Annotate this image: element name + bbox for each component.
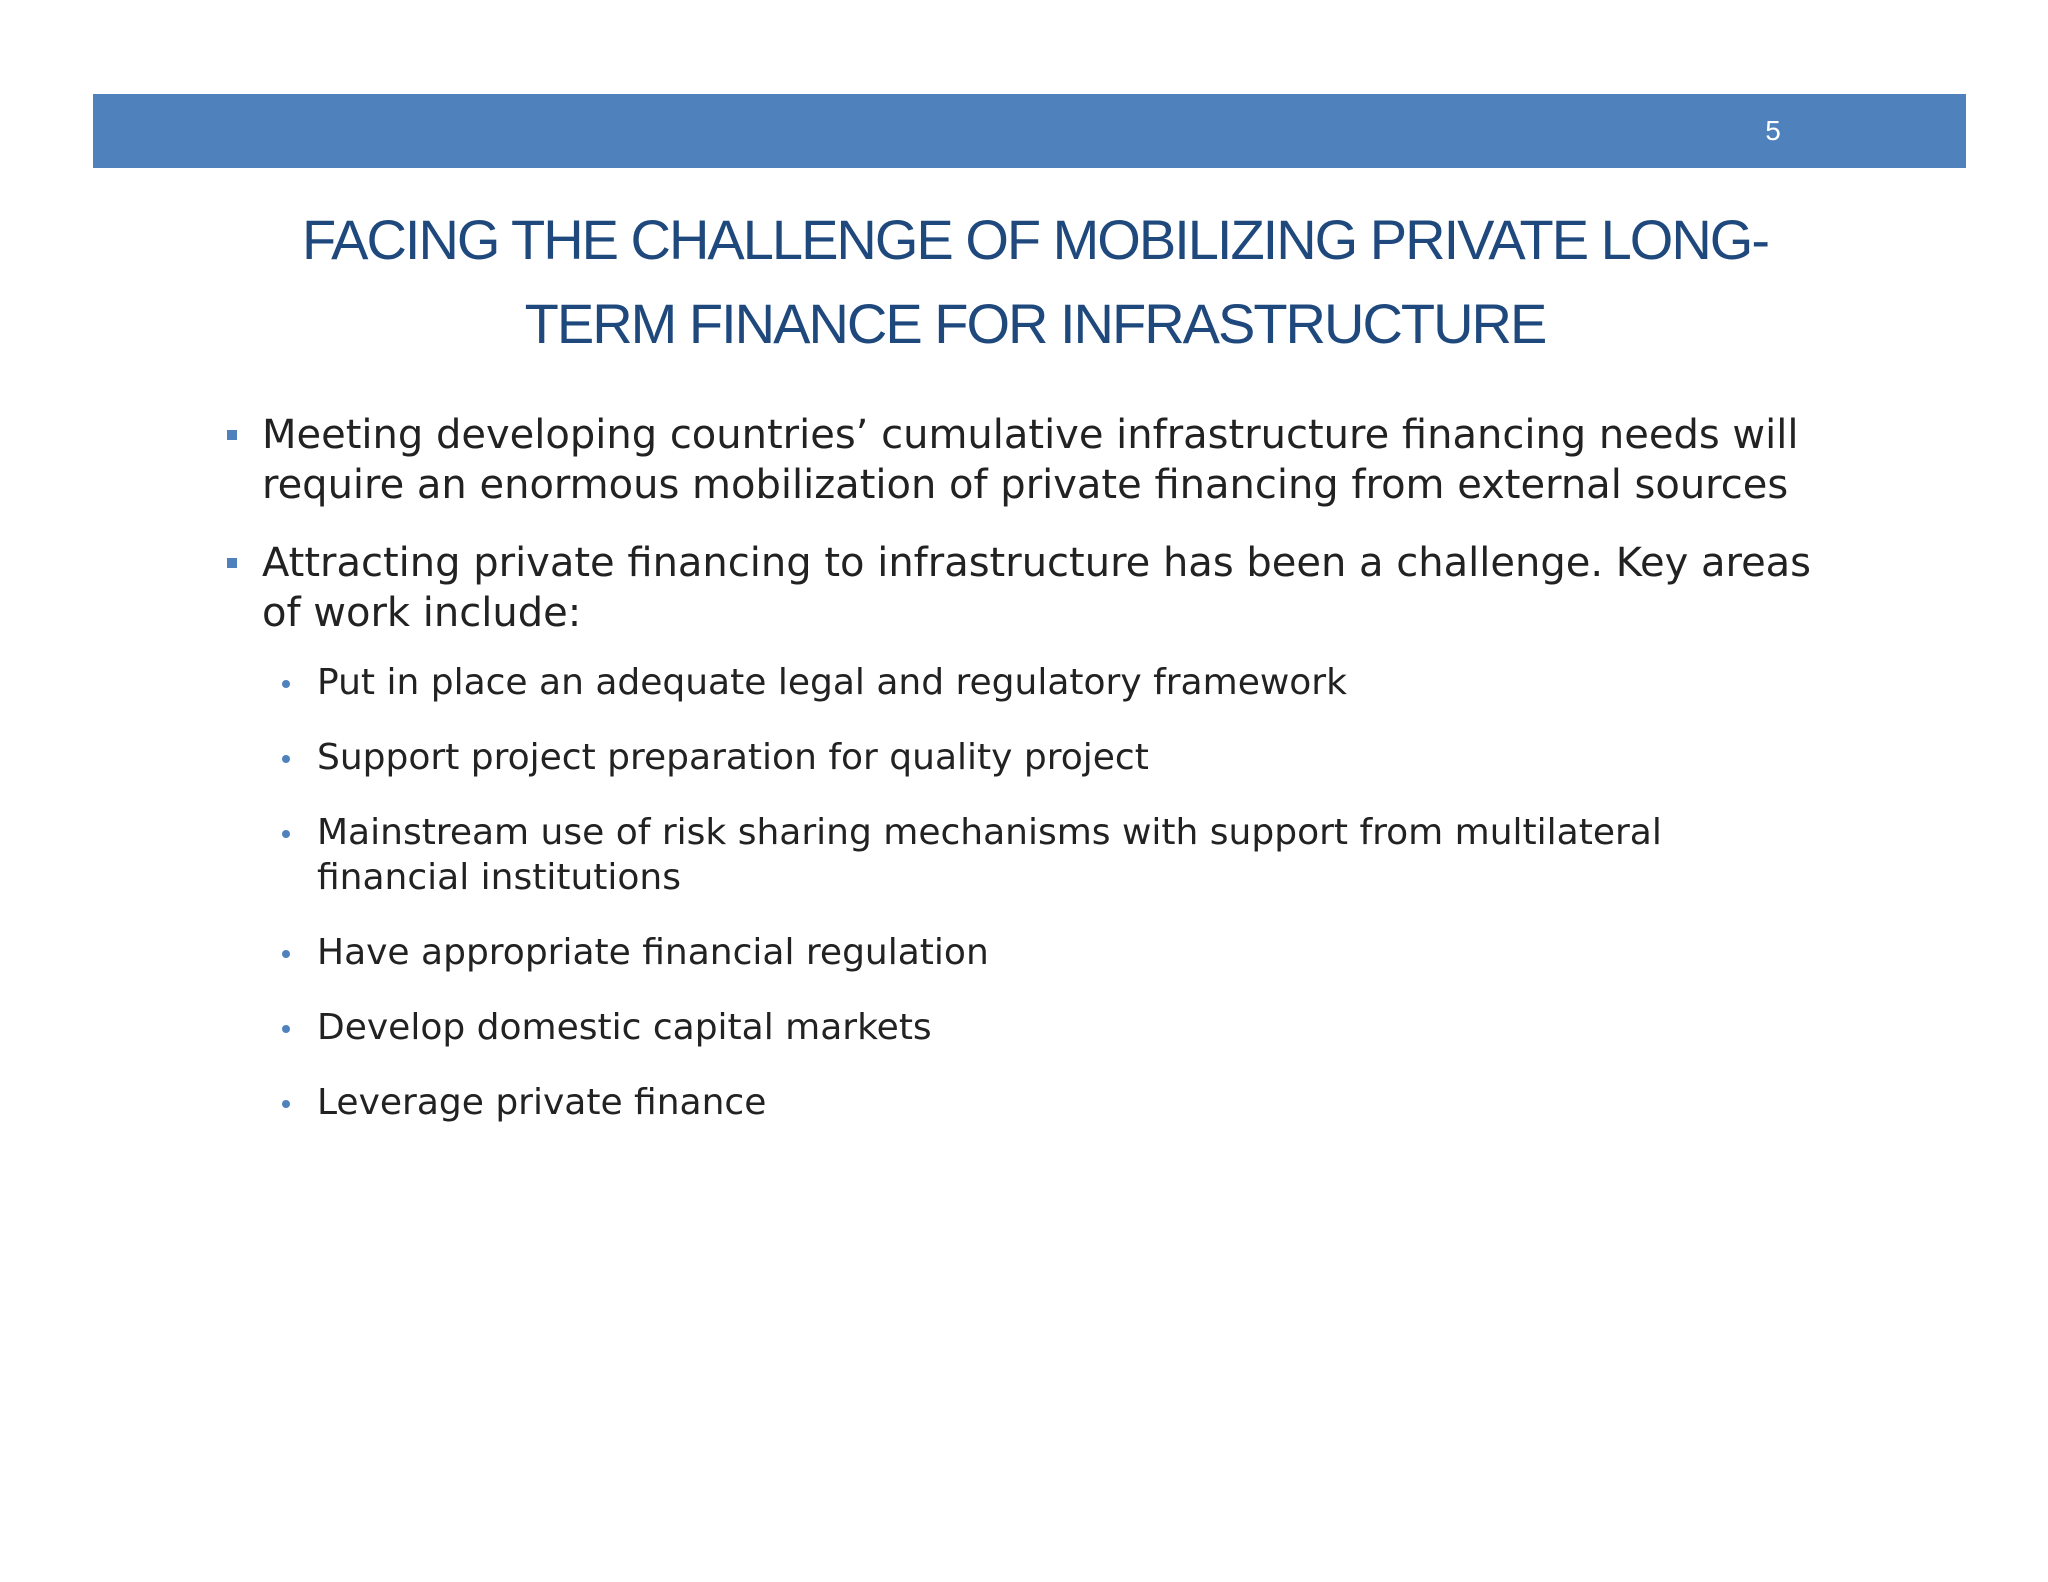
dot-bullet-icon: [282, 950, 290, 958]
slide-title: [200, 198, 1870, 366]
sub-bullet-text: Support project preparation for quality project: [317, 737, 1149, 778]
sub-bullet-text: Develop domestic capital markets: [317, 1007, 932, 1048]
bullet-list: [225, 410, 1825, 1155]
dot-bullet-icon: [282, 755, 290, 763]
sub-bullet-item: [225, 660, 1825, 705]
bullet-text: Attracting private financing to infrastructure has been a challenge. Key areas of work include:: [262, 540, 1812, 636]
sub-bullet-text: Leverage private finance: [317, 1082, 767, 1123]
bullet-item-financing-needs: [225, 410, 1825, 510]
sub-bullet-item: [225, 810, 1825, 900]
dot-bullet-icon: [282, 680, 290, 688]
slide-title-line-2: TERM FINANCE FOR INFRASTRUCTURE: [524, 292, 1546, 355]
sub-bullet-text: Mainstream use of risk sharing mechanisms with support from multilateral financial institutions: [317, 812, 1662, 898]
sub-bullet-item: [225, 1080, 1825, 1125]
bullet-item-key-areas: [225, 538, 1825, 1125]
sub-bullet-text: Put in place an adequate legal and regulatory framework: [317, 662, 1347, 703]
square-bullet-icon: [227, 558, 237, 568]
slide-title-line-1: FACING THE CHALLENGE OF MOBILIZING PRIVATE LONG-: [301, 208, 1769, 271]
page-number: 5: [1765, 115, 1781, 146]
dot-bullet-icon: [282, 1025, 290, 1033]
dot-bullet-icon: [282, 830, 290, 838]
bullet-text: Meeting developing countries’ cumulative infrastructure financing needs will require an enormous mobilization of private financing from external sources: [262, 412, 1799, 508]
sub-bullet-text: Have appropriate financial regulation: [317, 932, 989, 973]
square-bullet-icon: [227, 430, 237, 440]
sub-bullet-item: [225, 1005, 1825, 1050]
sub-bullet-item: [225, 735, 1825, 780]
sub-bullet-list: [262, 660, 1825, 1125]
sub-bullet-item: [225, 930, 1825, 975]
dot-bullet-icon: [282, 1100, 290, 1108]
header-bar: [93, 94, 1966, 168]
